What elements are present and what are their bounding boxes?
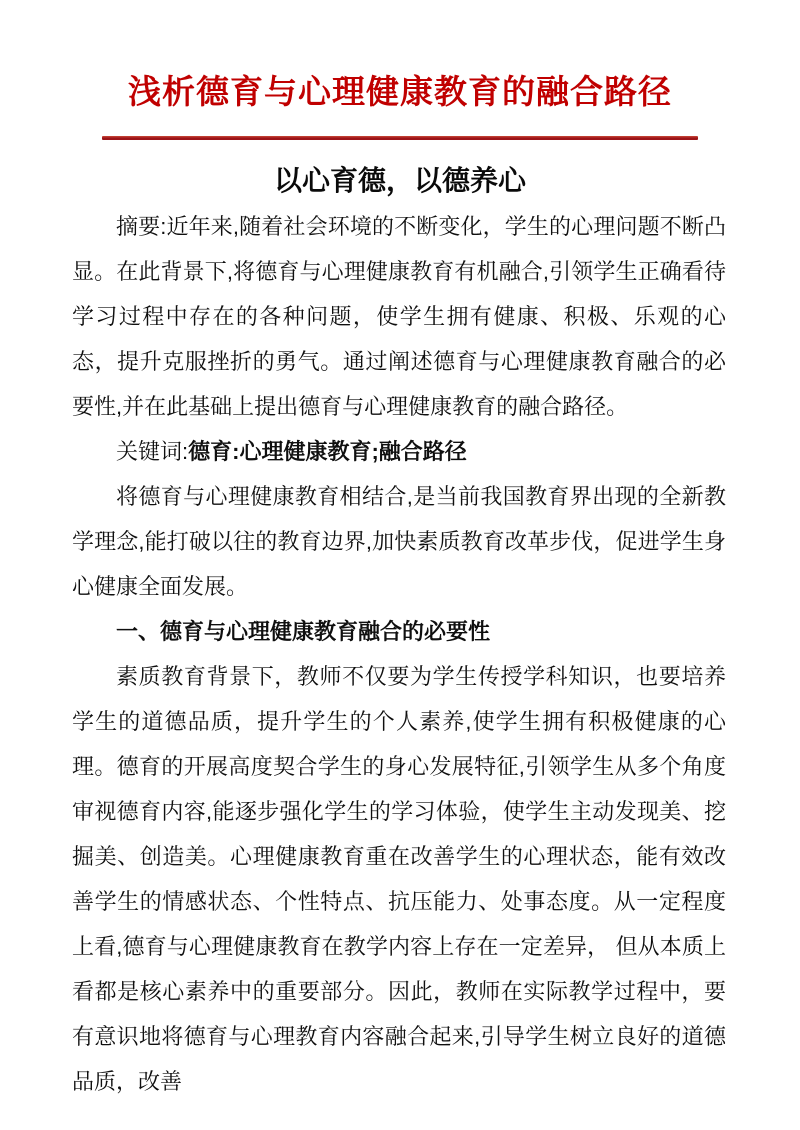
keywords-value: 德育:心理健康教育;融合路径 xyxy=(188,439,467,464)
section-paragraph: 素质教育背景下，教师不仅要为学生传授学科知识，也要培养学生的道德品质，提升学生的个人素养,使学生拥有积极健康的心理。德育的开展高度契合学生的身心发展特征,引领学生从多个角度审视德育内容,能逐步强化学生的学习体验，使学生主动发现美、挖掘美、创造美。心理健康教育重在改善学生的心理状态，能有效改善学生的情感状态、个性特点、抗压能力、处事态度。从一定程度上看,德育与心理健康教育在教学内容上存在一定差异， 但从本质上看都是核心素养中的重要部分。因此，教师在实际教学过程中，要有意识地将德育与心理教育内容融合起来,引导学生树立良好的道德品质，改善 xyxy=(72,664,726,1094)
keywords-label: 关键词: xyxy=(116,439,189,464)
section-heading: 一、德育与心理健康教育融合的必要性 xyxy=(116,619,491,644)
intro-paragraph: 将德育与心理健康教育相结合,是当前我国教育界出现的全新教学理念,能打破以往的教育边界,加快素质教育改革步伐，促进学生身心健康全面发展。 xyxy=(72,484,726,599)
document-body xyxy=(0,204,800,1104)
document-title: 浅析德育与心理健康教育的融合路径 xyxy=(128,73,672,110)
abstract-paragraph: 摘要:近年来,随着社会环境的不断变化，学生的心理问题不断凸显。在此背景下,将德育与心理健康教育有机融合,引领学生正确看待学习过程中存在的各种问题，使学生拥有健康、积极、乐观的心态，提升克服挫折的勇气。通过阐述德育与心理健康教育融合的必要性,并在此基础上提出德育与心理健康教育的融合路径。 xyxy=(72,214,726,419)
document-subtitle: 以心育德，以德养心 xyxy=(273,165,526,196)
keywords-line xyxy=(72,429,726,474)
